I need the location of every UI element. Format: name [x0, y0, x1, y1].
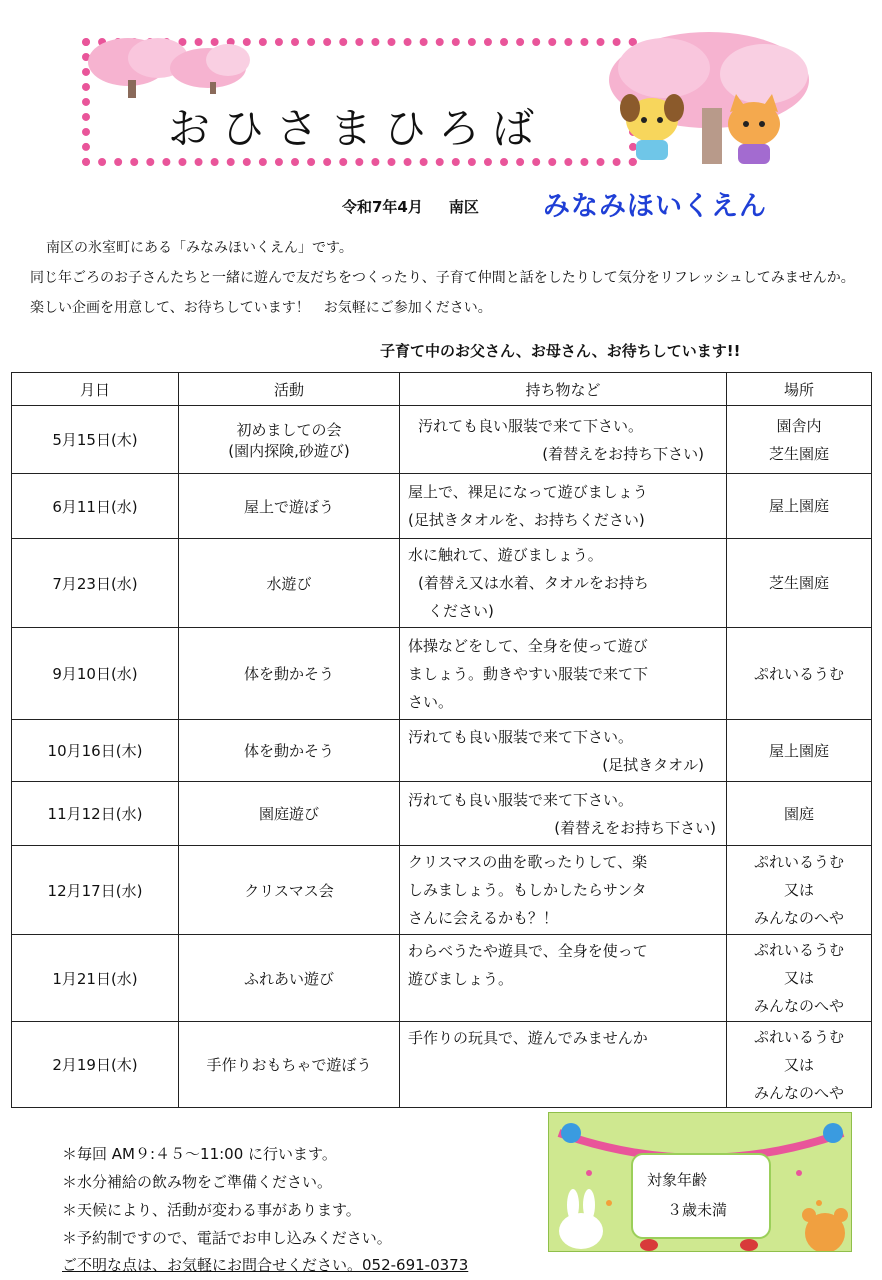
items-line: 汚れても良い服装で来て下さい。 [408, 790, 634, 809]
row-activity: ふれあい遊び [179, 935, 400, 1022]
row-date: 11月12日(水) [12, 782, 179, 846]
intro-text [30, 233, 860, 323]
row-place: 屋上園庭 [727, 474, 872, 539]
items-line: 汚れても良い服装で来て下さい。 [408, 727, 634, 746]
row-date: 12月17日(水) [12, 846, 179, 935]
header-subline [342, 196, 505, 217]
row-items [400, 628, 727, 720]
items-line: (着替えをお持ち下さい) [554, 818, 716, 837]
items-line: (足拭きタオル) [602, 755, 704, 774]
items-line: 遊びましょう。 [408, 970, 514, 988]
place-line: 又は [783, 881, 814, 899]
row-activity: 体を動かそう [179, 720, 400, 782]
row-place [727, 935, 872, 1022]
table-row [12, 474, 872, 539]
row-place [727, 1022, 872, 1108]
items-line: しみましょう。もしかしたらサンタ [408, 881, 647, 899]
row-date: 9月10日(水) [12, 628, 179, 720]
row-items [400, 1022, 727, 1108]
page-title: おひさまひろば [168, 104, 547, 153]
items-line: クリスマスの曲を歌ったりして、楽 [408, 853, 648, 871]
table-row [12, 720, 872, 782]
items-line: 屋上で、裸足になって遊びましょう [408, 483, 648, 501]
note-item: ＊毎回 AM９:４５～11:00 に行います。 [62, 1145, 337, 1163]
column-header-date: 月日 [12, 373, 179, 406]
table-row [12, 935, 872, 1022]
target-age-label: 対象年齢 [647, 1171, 708, 1189]
place-line: みんなのへや [753, 1083, 844, 1102]
row-activity: 水遊び [179, 539, 400, 628]
row-items [400, 846, 727, 935]
items-line: わらべうたや遊具で、全身を使って [408, 942, 648, 960]
table-row [12, 628, 872, 720]
activity-subtitle: (園内探険,砂遊び) [228, 441, 350, 460]
place-line: ぷれいるうむ [753, 853, 844, 871]
items-line: 汚れても良い服装で来て下さい。 [418, 416, 644, 435]
contact-info: ご不明な点は、お気軽にお問合せください。052-691-0373 [62, 1256, 469, 1274]
row-date: 5月15日(木) [12, 406, 179, 474]
items-line: さんに会えるかも？！ [408, 909, 559, 927]
notes-list [62, 1140, 392, 1252]
row-place: 屋上園庭 [727, 720, 872, 782]
row-place [727, 406, 872, 474]
table-row [12, 846, 872, 935]
note-item: ＊水分補給の飲み物をご準備ください。 [62, 1173, 333, 1191]
items-line: 手作りの玩具で、遊んでみませんか [408, 1029, 648, 1047]
items-line: (着替え又は水着、タオルをお持ち [418, 574, 649, 592]
row-place [727, 846, 872, 935]
row-items [400, 782, 727, 846]
row-activity [179, 406, 400, 474]
row-items [400, 474, 727, 539]
place-line: 又は [783, 969, 814, 987]
cherry-blossom-tree-left-icon [78, 28, 253, 100]
place-line: 園舎内 [776, 416, 822, 435]
ward-name: 南区 [448, 198, 479, 216]
row-date: 10月16日(木) [12, 720, 179, 782]
place-line: 又は [783, 1055, 814, 1074]
issue-date: 令和7年4月 [342, 198, 423, 216]
place-line: 芝生園庭 [768, 444, 829, 463]
items-line: ください) [428, 602, 494, 620]
row-activity: 屋上で遊ぼう [179, 474, 400, 539]
note-item: ＊天候により、活動が変わる事があります。 [62, 1201, 361, 1219]
table-row [12, 1022, 872, 1108]
items-line: ましょう。動きやすい服装で来て下 [408, 664, 649, 683]
table-header-row [12, 373, 872, 406]
row-place: ぷれいるうむ [727, 628, 872, 720]
column-header-place: 場所 [727, 373, 872, 406]
place-line: みんなのへや [753, 997, 844, 1015]
place-line: みんなのへや [753, 909, 844, 927]
note-item: ＊予約制ですので、電話でお申し込みください。 [62, 1229, 392, 1247]
table-row [12, 539, 872, 628]
place-line: ぷれいるうむ [753, 941, 844, 959]
target-age-panel [631, 1153, 771, 1239]
target-age-box [548, 1112, 852, 1252]
activity-title: 初めましての会 [236, 420, 342, 439]
row-items [400, 720, 727, 782]
table-row [12, 406, 872, 474]
nursery-name: みなみほいくえん [543, 191, 767, 222]
row-date: 1月21日(水) [12, 935, 179, 1022]
row-activity: 体を動かそう [179, 628, 400, 720]
row-activity: 園庭遊び [179, 782, 400, 846]
cherry-blossom-characters-icon [604, 28, 814, 170]
items-line: (着替えをお持ち下さい) [542, 444, 704, 463]
items-line: 水に触れて、遊びましょう。 [408, 546, 603, 564]
row-place: 園庭 [727, 782, 872, 846]
items-line: (足拭きタオルを、お持ちください) [408, 511, 645, 529]
table-row [12, 782, 872, 846]
schedule-table [11, 372, 872, 1108]
intro-line-1: 南区の氷室町にある「みなみほいくえん」です。 [46, 240, 353, 256]
row-date: 7月23日(水) [12, 539, 179, 628]
row-items [400, 935, 727, 1022]
items-line: 体操などをして、全身を使って遊び [408, 636, 648, 655]
tagline: 子育て中のお父さん、お母さん、お待ちしています!! [380, 342, 741, 360]
row-place: 芝生園庭 [727, 539, 872, 628]
target-age-value: ３歳未満 [667, 1201, 728, 1219]
column-header-activity: 活動 [179, 373, 400, 406]
place-line: ぷれいるうむ [753, 1027, 844, 1046]
column-header-items: 持ち物など [400, 373, 727, 406]
row-date: 2月19日(木) [12, 1022, 179, 1108]
row-activity: クリスマス会 [179, 846, 400, 935]
row-items [400, 539, 727, 628]
row-date: 6月11日(水) [12, 474, 179, 539]
items-line: さい。 [408, 692, 454, 711]
row-activity: 手作りおもちゃで遊ぼう [179, 1022, 400, 1108]
intro-line-2: 同じ年ごろのお子さんたちと一緒に遊んで友だちをつくったり、子育て仲間と話をしたりして気分をリフレッシュしてみませんか。 楽しい企画を用意して、お待ちしています！ お気軽にご参加ください。 [30, 270, 862, 316]
row-items [400, 406, 727, 474]
